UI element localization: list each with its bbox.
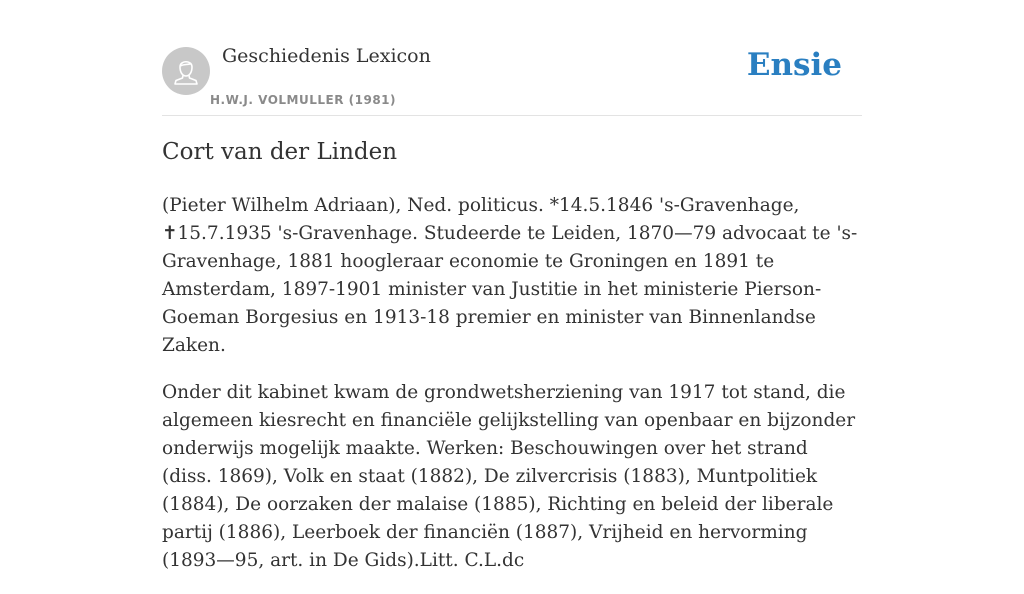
header bbox=[162, 0, 862, 116]
user-silhouette-icon bbox=[162, 47, 210, 95]
article-paragraph: Onder dit kabinet kwam de grondwetsherziening van 1917 tot stand, die algemeen kiesrecht en financiële gelijkstelling van openbaar en bijzonder onderwijs mogelijk maakte. Werken: Beschouwingen over het strand (diss. 1869), Volk en staat (1882), De zilvercrisis (1883), Muntpolitiek (1884), De oorzaken der malaise (1885), Richting en beleid der liberale partij (1886), Leerboek der financiën (1887), Vrijheid en hervorming (1893—95, art. in De Gids).Litt. C.L.dc bbox=[162, 382, 856, 571]
lexicon-title[interactable]: Geschiedenis Lexicon bbox=[222, 45, 431, 67]
header-divider bbox=[162, 115, 862, 116]
article-title: Cort van der Linden bbox=[162, 139, 398, 165]
ensie-logo[interactable]: Ensie bbox=[746, 47, 842, 83]
article-paragraph: (Pieter Wilhelm Adriaan), Ned. politicus. *14.5.1846 's-Gravenhage, ✝15.7.1935 's-Gravenhage. Studeerde te Leiden, 1870—79 advocaat te 's-Gravenhage, 1881 hoogleraar economie te Groningen en 1891 te Amsterdam, 1897-1901 minister van Justitie in het ministerie Pierson-Goeman Borgesius en 1913-18 premier en minister van Binnenlandse Zaken. bbox=[162, 195, 858, 356]
author-avatar[interactable] bbox=[162, 47, 210, 95]
author-name[interactable]: H.W.J. VOLMULLER (1981) bbox=[210, 93, 397, 107]
article-body bbox=[162, 192, 862, 594]
